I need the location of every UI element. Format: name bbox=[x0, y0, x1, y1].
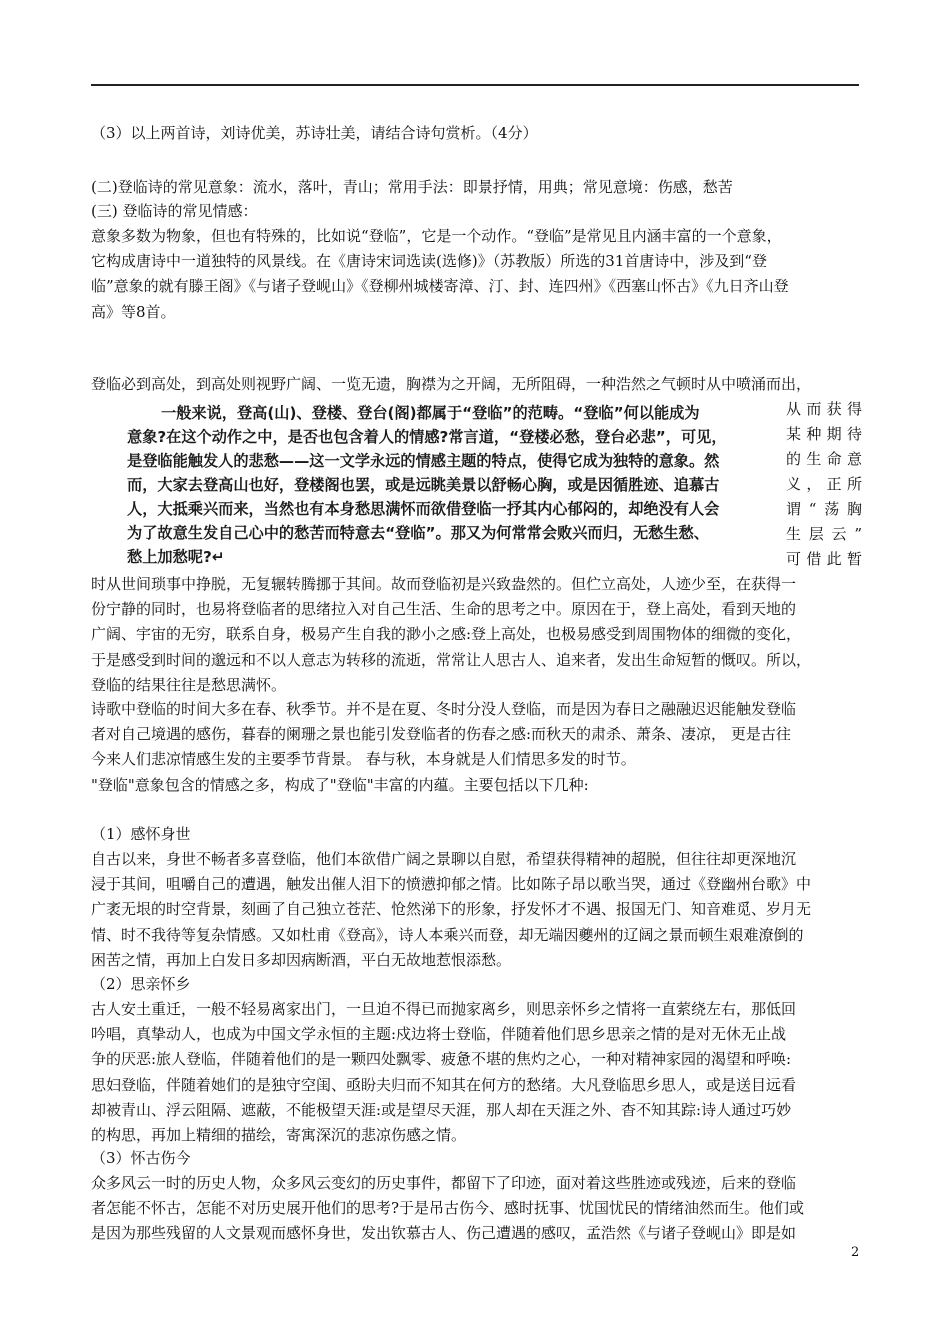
section-3-title: (三) 登临诗的常见情感： bbox=[91, 202, 258, 220]
text-line: 时从世间琐事中挣脱，无复辗转腾挪于其间。故而登临初是兴致盎然的。但伫立高处，人迹少至，在获得一 bbox=[91, 575, 797, 593]
question-3: （3）以上两首诗，刘诗优美，苏诗壮美，请结合诗句赏析。（4分） bbox=[91, 124, 538, 142]
text-line: "登临"意象包含的情感之多，构成了"登临"丰富的内蕴。主要包括以下几种: bbox=[91, 775, 589, 794]
side-line: 生层云” bbox=[786, 525, 862, 543]
text-line: 意象多数为物象，但也有特殊的，比如说“登临”，它是一个动作。“登临”是常见且内涵丰富的一个意象， bbox=[91, 227, 782, 245]
subsection-1-body bbox=[91, 847, 861, 973]
side-line: 从而获得 bbox=[786, 400, 862, 418]
text-line: 者对自己境遇的感伤，暮春的阑珊之景也能引发登临者的伤春之感:而秋天的肃杀、萧条、凄凉， 更是古往 bbox=[91, 725, 791, 744]
text-line: 困苦之情，再加上白发日多却因病断酒，平白无故地惹恨添愁。 bbox=[91, 950, 512, 969]
text-line: 份宁静的同时，也易将登临者的思绪拉入对自己生活、生命的思考之中。原因在于，登上高处，看到天地的 bbox=[91, 600, 797, 619]
text-line: 诗歌中登临的时间大多在春、秋季节。并不是在夏、冬时分没人登临，而是因为春日之融融迟迟能触发登临 bbox=[91, 700, 797, 718]
text-line: 浸于其间，咀嚼自己的遭遇，触发出催人泪下的愤懑抑郁之情。比如陈子昂以歌当哭，通过《登幽州台歌》中 bbox=[91, 875, 812, 894]
text-line: 于是感受到时间的邈远和不以人意志为转移的流逝，常常让人思古人、追来者，发出生命短暂的慨叹。所以， bbox=[91, 650, 812, 669]
side-line: 义，正所 bbox=[786, 475, 862, 493]
text-line: 争的厌恶:旅人登临，伴随着他们的是一颗四处飘零、疲惫不堪的焦灼之心，一种对精神家园的渴望和呼唤: bbox=[91, 1050, 792, 1069]
text-line: 却被青山、浮云阻隔、遮蔽，不能极望天涯:或是望尽天涯，那人却在天涯之外、杳不知其踪:诗人通过巧妙 bbox=[91, 1100, 792, 1119]
inset-line: 为了故意生发自己心中的愁苦而特意去“登临”。那又为何常常会败兴而归，无愁生愁、 bbox=[127, 524, 709, 542]
text-line: 情、时不我待等复杂情感。又如杜甫《登高》，诗人本乘兴而登，却无端因夔州的辽阔之景而顿生艰难潦倒的 bbox=[91, 925, 804, 944]
text-line: 古人安土重迁，一般不轻易离家出门，一旦迫不得已而抛家离乡，则思亲怀乡之情将一直萦绕左右，那低回 bbox=[91, 1000, 797, 1018]
text-line: 吟唱，真挚动人，也成为中国文学永恒的主题:戍边将士登临，伴随着他们思乡思亲之情的是对无休无止战 bbox=[91, 1025, 787, 1044]
subsection-2-title: （2）思亲怀乡 bbox=[91, 975, 191, 993]
text-line: 广袤无垠的时空背景，刻画了自己独立苍茫、怆然涕下的形象，抒发怀才不遇、报国无门、知音难觅、岁月无 bbox=[91, 900, 812, 919]
text-line: 的构思，再加上精细的描绘，寄寓深沉的悲凉伤感之情。 bbox=[91, 1126, 467, 1145]
subsection-3-body bbox=[91, 1171, 861, 1247]
text-line: 登临的结果往往是愁思满怀。 bbox=[91, 675, 287, 694]
page-number: 2 bbox=[851, 1245, 860, 1260]
inset-line: 是登临能触发人的悲愁——这一文学永远的情感主题的特点，使得它成为独特的意象。然 bbox=[127, 452, 720, 470]
text-line: 自古以来，身世不畅者多喜登临，他们本欲借广阔之景聊以自慰，希望获得精神的超脱，但往往却更深地沉 bbox=[91, 850, 797, 868]
text-line: 是因为那些残留的人文景观而感怀身世，发出钦慕古人、伤己遭遇的感叹，孟浩然《与诸子登岘山》即是如 bbox=[91, 1224, 797, 1243]
inset-line: 而，大家去登高山也好，登楼阁也罢，或是远眺美景以舒畅心胸，或是因循胜迹、追慕古 bbox=[127, 476, 720, 494]
text-line: 众多风云一时的历史人物，众多风云变幻的历史事件，都留下了印迹，面对着这些胜迹或残迹，后来的登临 bbox=[91, 1174, 797, 1192]
paragraph-1-continued bbox=[91, 572, 861, 698]
side-column-text bbox=[786, 397, 862, 572]
text-line: 它构成唐诗中一道独特的风景线。在《唐诗宋词选读(选修)》（苏教版）所选的31首唐诗中，涉及到“登 bbox=[91, 252, 767, 271]
subsection-1-title: （1）感怀身世 bbox=[91, 825, 191, 843]
section-2-line: (二)登临诗的常见意象：流水，落叶，青山；常用手法：即景抒情，用典；常见意境：伤感，愁苦 bbox=[91, 178, 733, 196]
text-line: 高》等8首。 bbox=[91, 302, 176, 321]
intro-paragraph bbox=[91, 224, 861, 325]
inset-image-text bbox=[127, 401, 777, 569]
side-line: 的生命意 bbox=[786, 450, 862, 468]
header-rule bbox=[91, 84, 859, 86]
text-line: 今来人们悲凉情感生发的主要季节背景。 春与秋，本身就是人们情思多发的时节。 bbox=[91, 750, 636, 769]
side-line: 某种期待 bbox=[786, 425, 862, 443]
text-line: 者怎能不怀古，怎能不对历史展开他们的思考?于是吊古伤今、感时抚事、忧国忧民的情绪油然而生。他们或 bbox=[91, 1199, 805, 1218]
subsection-3-title: （3）怀古伤今 bbox=[91, 1149, 191, 1167]
text-line: 广阔、宇宙的无穷，联系自身，极易产生自我的渺小之感:登上高处，也极易感受到周围物体的细微的变化， bbox=[91, 625, 802, 644]
text-line: 思妇登临，伴随着她们的是独守空闺、亟盼夫归而不知其在何方的愁绪。大凡登临思乡思人，或是送目远看 bbox=[91, 1075, 797, 1094]
inset-line: 愁上加愁呢?↵ bbox=[127, 548, 225, 566]
paragraph-2 bbox=[91, 697, 861, 798]
side-line: 谓“荡胸 bbox=[786, 500, 862, 518]
subsection-2-body bbox=[91, 997, 861, 1148]
inset-line: 一般来说，登高(山)、登楼、登台(阁)都属于“登临”的范畴。“登临”何以能成为 bbox=[161, 404, 700, 422]
paragraph-1-first-line: 登临必到高处，到高处则视野广阔、一览无遗，胸襟为之开阔，无所阻碍，一种浩然之气顿时从中喷涌而出， bbox=[91, 375, 812, 393]
side-line: 可借此暂 bbox=[786, 550, 862, 568]
text-line: 临”意象的就有滕王阁》《与诸子登岘山》《登柳州城楼寄漳、汀、封、连四州》《西塞山怀古》《九日齐山登 bbox=[91, 277, 789, 296]
inset-line: 人，大抵乘兴而来，当然也有本身愁思满怀而欲借登临一抒其内心郁闷的，却绝没有人会 bbox=[127, 500, 720, 518]
inset-line: 意象?在这个动作之中，是否也包含着人的情感?常言道，“登楼必愁，登台必悲”，可见， bbox=[127, 428, 727, 446]
